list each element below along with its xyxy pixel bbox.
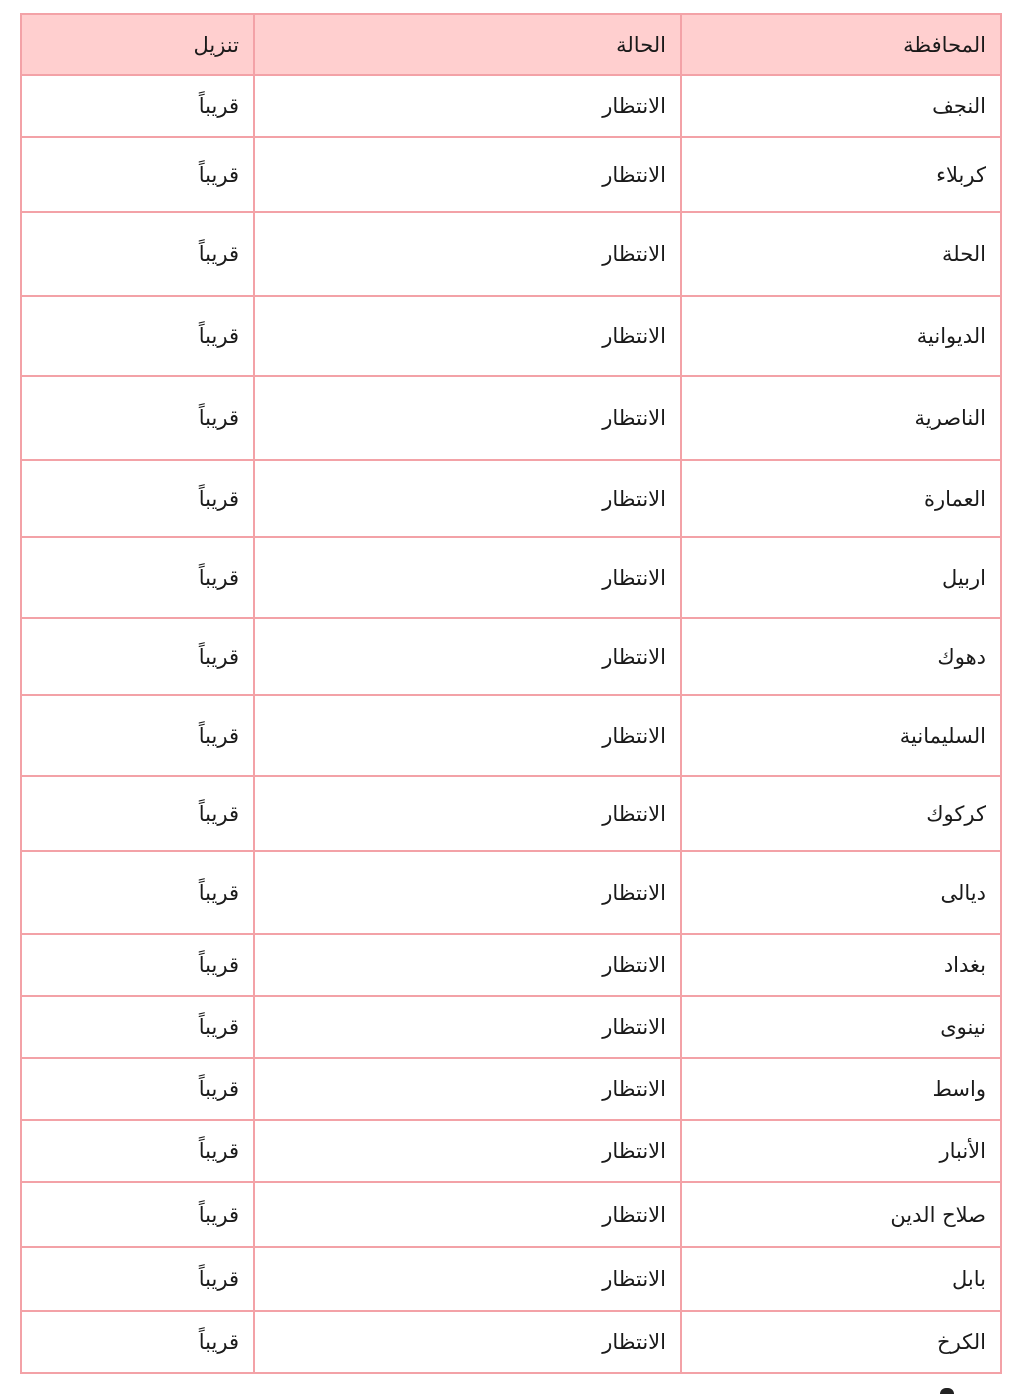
table-row bbox=[21, 1182, 1001, 1247]
governorate-cell: الحلة bbox=[681, 212, 1001, 296]
status-cell: الانتظار bbox=[254, 1311, 681, 1373]
governorate-cell: اربيل bbox=[681, 537, 1001, 618]
download-link[interactable]: قريباً bbox=[21, 1058, 254, 1120]
column-header-governorate: المحافظة bbox=[681, 14, 1001, 75]
status-cell: الانتظار bbox=[254, 460, 681, 537]
governorate-cell: كربلاء bbox=[681, 137, 1001, 212]
table-row bbox=[21, 296, 1001, 376]
table-row bbox=[21, 1311, 1001, 1373]
governorate-cell: السليمانية bbox=[681, 695, 1001, 776]
column-header-download: تنزيل bbox=[21, 14, 254, 75]
table-row bbox=[21, 1058, 1001, 1120]
governorate-cell: واسط bbox=[681, 1058, 1001, 1120]
status-cell: الانتظار bbox=[254, 996, 681, 1058]
status-cell: الانتظار bbox=[254, 537, 681, 618]
download-link[interactable]: قريباً bbox=[21, 137, 254, 212]
governorate-cell: الأنبار bbox=[681, 1120, 1001, 1182]
table-row bbox=[21, 376, 1001, 460]
download-link[interactable]: قريباً bbox=[21, 376, 254, 460]
governorate-cell: نينوى bbox=[681, 996, 1001, 1058]
status-cell: الانتظار bbox=[254, 934, 681, 996]
column-header-status: الحالة bbox=[254, 14, 681, 75]
table-row bbox=[21, 996, 1001, 1058]
status-cell: الانتظار bbox=[254, 376, 681, 460]
status-cell: الانتظار bbox=[254, 137, 681, 212]
status-cell: الانتظار bbox=[254, 1120, 681, 1182]
governorate-cell: ديالى bbox=[681, 851, 1001, 934]
status-cell: الانتظار bbox=[254, 212, 681, 296]
table-row bbox=[21, 618, 1001, 695]
governorate-cell: بغداد bbox=[681, 934, 1001, 996]
governorate-cell: الديوانية bbox=[681, 296, 1001, 376]
download-link[interactable]: قريباً bbox=[21, 996, 254, 1058]
governorates-table-wrapper bbox=[20, 13, 1000, 1374]
governorate-cell: كركوك bbox=[681, 776, 1001, 851]
download-link[interactable]: قريباً bbox=[21, 212, 254, 296]
governorate-cell: الكرخ bbox=[681, 1311, 1001, 1373]
table-row bbox=[21, 75, 1001, 137]
download-link[interactable]: قريباً bbox=[21, 618, 254, 695]
governorate-cell: بابل bbox=[681, 1247, 1001, 1311]
status-cell: الانتظار bbox=[254, 1058, 681, 1120]
table-body bbox=[21, 75, 1001, 1373]
table-row bbox=[21, 460, 1001, 537]
status-cell: الانتظار bbox=[254, 695, 681, 776]
download-link[interactable]: قريباً bbox=[21, 695, 254, 776]
status-cell: الانتظار bbox=[254, 75, 681, 137]
governorate-cell: صلاح الدين bbox=[681, 1182, 1001, 1247]
download-link[interactable]: قريباً bbox=[21, 934, 254, 996]
status-cell: الانتظار bbox=[254, 1247, 681, 1311]
download-link[interactable]: قريباً bbox=[21, 1182, 254, 1247]
table-row bbox=[21, 851, 1001, 934]
status-cell: الانتظار bbox=[254, 618, 681, 695]
download-link[interactable]: قريباً bbox=[21, 296, 254, 376]
download-link[interactable]: قريباً bbox=[21, 1120, 254, 1182]
download-link[interactable]: قريباً bbox=[21, 1247, 254, 1311]
governorate-cell: العمارة bbox=[681, 460, 1001, 537]
download-link[interactable]: قريباً bbox=[21, 75, 254, 137]
table-row bbox=[21, 1120, 1001, 1182]
governorate-cell: النجف bbox=[681, 75, 1001, 137]
table-row bbox=[21, 212, 1001, 296]
table-row bbox=[21, 1247, 1001, 1311]
table-row bbox=[21, 537, 1001, 618]
download-link[interactable]: قريباً bbox=[21, 851, 254, 934]
table-row bbox=[21, 776, 1001, 851]
partial-glyph-icon bbox=[940, 1388, 954, 1394]
download-link[interactable]: قريباً bbox=[21, 776, 254, 851]
download-link[interactable]: قريباً bbox=[21, 537, 254, 618]
table-header-row bbox=[21, 14, 1001, 75]
status-cell: الانتظار bbox=[254, 776, 681, 851]
table-row bbox=[21, 695, 1001, 776]
governorate-cell: الناصرية bbox=[681, 376, 1001, 460]
status-cell: الانتظار bbox=[254, 851, 681, 934]
download-link[interactable]: قريباً bbox=[21, 460, 254, 537]
table-row bbox=[21, 137, 1001, 212]
governorate-cell: دهوك bbox=[681, 618, 1001, 695]
table-row bbox=[21, 934, 1001, 996]
status-cell: الانتظار bbox=[254, 296, 681, 376]
governorates-table bbox=[20, 13, 1002, 1374]
status-cell: الانتظار bbox=[254, 1182, 681, 1247]
download-link[interactable]: قريباً bbox=[21, 1311, 254, 1373]
